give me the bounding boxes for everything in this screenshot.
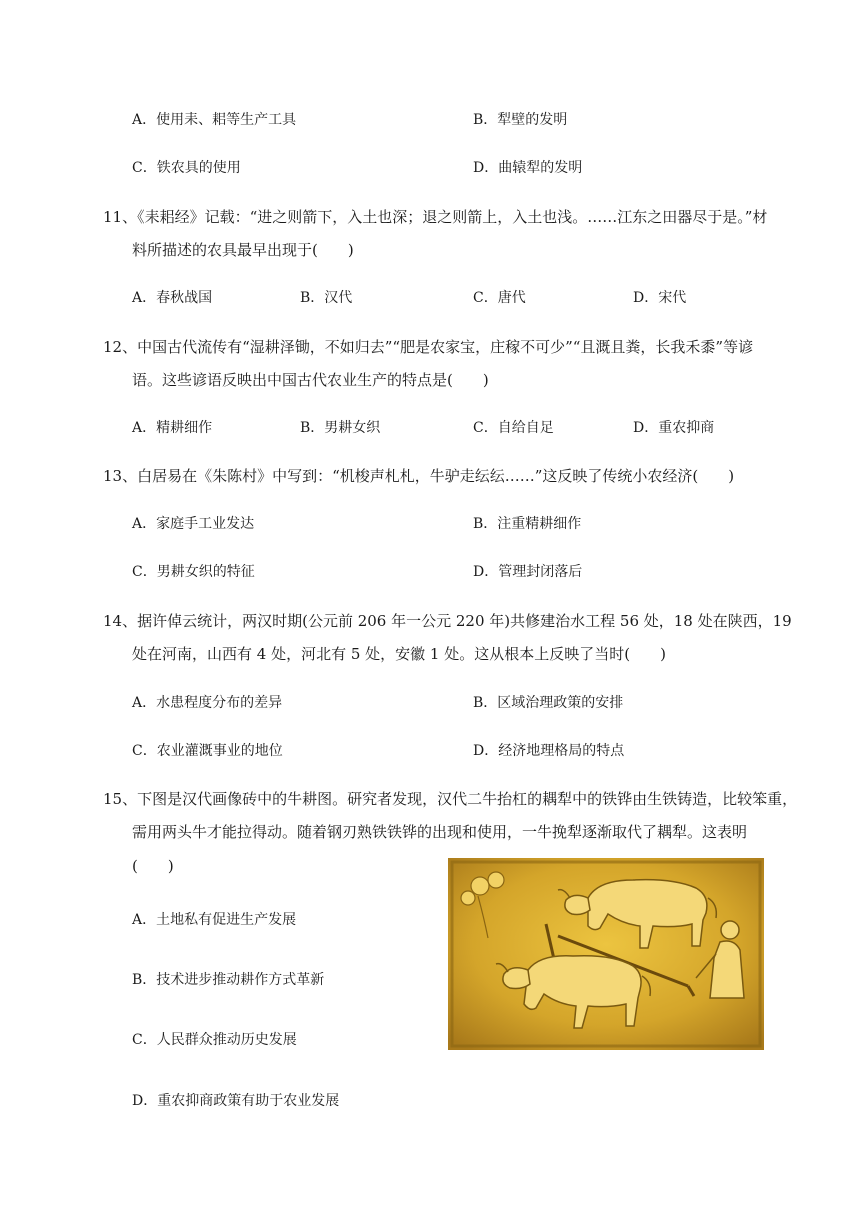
- q15-option-a: A．土地私有促进生产发展: [132, 912, 297, 928]
- q11-option-b: B．汉代: [300, 290, 353, 306]
- q15-option-c: C．人民群众推动历史发展: [132, 1032, 297, 1048]
- q10-option-a: A．使用耒、耜等生产工具: [132, 112, 297, 128]
- q10-option-d: D．曲辕犁的发明: [473, 160, 583, 176]
- q14-option-d: D．经济地理格局的特点: [473, 743, 625, 759]
- q15-option-b: B．技术进步推动耕作方式革新: [132, 972, 325, 988]
- q12-option-b: B．男耕女织: [300, 420, 381, 436]
- q12-stem-line1: 12、中国古代流传有“湿耕泽锄，不如归去”“肥是农家宝，庄稼不可少”“且溉且粪，长我禾黍”等谚: [103, 338, 754, 356]
- q12-stem-line2: 语。这些谚语反映出中国古代农业生产的特点是( ): [132, 371, 489, 389]
- q15-stem-line2: 需用两头牛才能拉得动。随着钢刃熟铁铁铧的出现和使用，一牛挽犁逐渐取代了耦犁。这表明: [132, 823, 748, 841]
- q11-stem-line2: 料所描述的农具最早出现于( ): [132, 241, 354, 259]
- q13-option-d: D．管理封闭落后: [473, 564, 583, 580]
- q13-stem-line1: 13、白居易在《朱陈村》中写到：“机梭声札札，牛驴走纭纭……”这反映了传统小农经济( ): [103, 467, 735, 485]
- ox-plowing-relief-image: [448, 858, 764, 1050]
- q11-stem-line1: 11、《耒耜经》记载：“进之则箭下，入土也深；退之则箭上，入土也浅。……江东之田器尽于是。”材: [103, 208, 768, 226]
- q15-stem-line3: ( ): [132, 857, 174, 875]
- q12-option-c: C．自给自足: [473, 420, 554, 436]
- q15-stem-line1: 15、下图是汉代画像砖中的牛耕图。研究者发现，汉代二牛抬杠的耦犁中的铁铧由生铁铸造，比较笨重，: [103, 790, 798, 808]
- q14-stem-line2: 处在河南，山西有 4 处，河北有 5 处，安徽 1 处。这从根本上反映了当时( ): [132, 645, 666, 663]
- q14-option-c: C．农业灌溉事业的地位: [132, 743, 283, 759]
- q15-option-d: D．重农抑商政策有助于农业发展: [132, 1093, 340, 1109]
- q14-option-b: B．区域治理政策的安排: [473, 695, 624, 711]
- q12-option-a: A．精耕细作: [132, 420, 213, 436]
- q12-option-d: D．重农抑商: [633, 420, 715, 436]
- q11-option-c: C．唐代: [473, 290, 526, 306]
- q10-option-c: C．铁农具的使用: [132, 160, 241, 176]
- q13-option-a: A．家庭手工业发达: [132, 516, 255, 532]
- q13-option-b: B．注重精耕细作: [473, 516, 582, 532]
- q11-option-d: D．宋代: [633, 290, 687, 306]
- q10-option-b: B．犁壁的发明: [473, 112, 568, 128]
- q14-stem-line1: 14、据许倬云统计，两汉时期(公元前 206 年一公元 220 年)共修建治水工程 56 处，18 处在陕西，19: [103, 612, 792, 630]
- q13-option-c: C．男耕女织的特征: [132, 564, 255, 580]
- q14-option-a: A．水患程度分布的差异: [132, 695, 283, 711]
- q11-option-a: A．春秋战国: [132, 290, 213, 306]
